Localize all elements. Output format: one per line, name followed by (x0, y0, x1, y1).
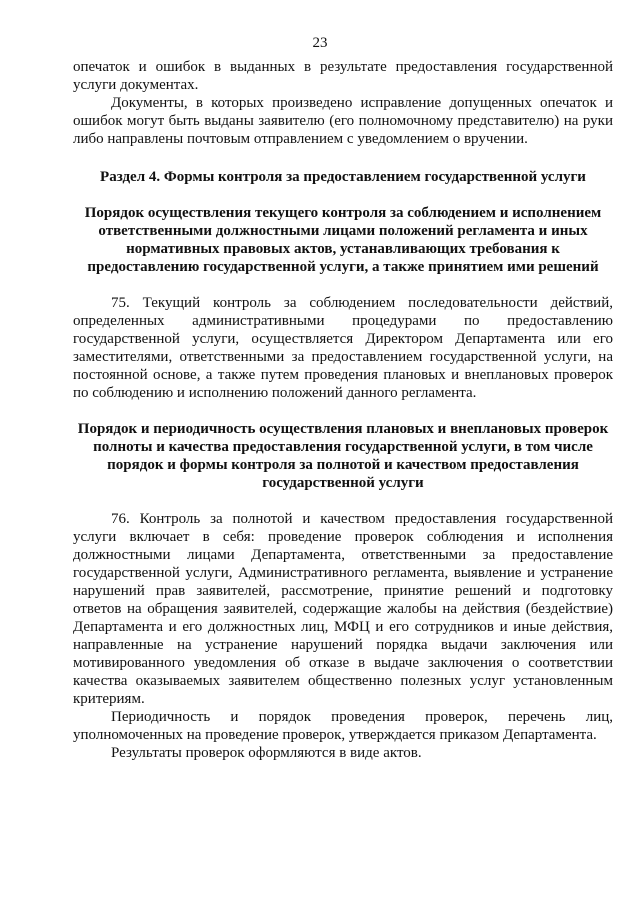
document-body (73, 58, 613, 762)
paragraph-75: 75. Текущий контроль за соблюдением последовательности действий, определенных административными процедурами по предоставлению государственной услуги, осуществляется Директором Департамента или его заместителями, ответственными за предоставлением государственной услуги, на постоянной основе, а также путем проведения плановых и внеплановых проверок по соблюдению и исполнению положений данного регламента. (73, 295, 613, 401)
paragraph-periodicity: Периодичность и порядок проведения проверок, перечень лиц, уполномоченных на проведение проверок, утверждается приказом Департамента. (73, 709, 613, 743)
current-control-heading: Порядок осуществления текущего контроля за соблюдением и исполнением ответственными должностными лицами положений регламента и иных нормативных правовых актов, устанавливающих требования к предоставлению государственной услуги, а также принятием ими решений (84, 205, 602, 275)
page-number: 23 (312, 35, 328, 51)
section-4-heading: Раздел 4. Формы контроля за предоставлением государственной услуги (100, 169, 586, 185)
paragraph-results: Результаты проверок оформляются в виде актов. (111, 745, 422, 761)
intro-paragraph-corrections: Документы, в которых произведено исправление допущенных опечаток и ошибок могут быть выданы заявителю (его полномочному представителю) на руки либо направлены почтовым отправлением с уведомлением о вручении. (73, 95, 613, 147)
paragraph-76: 76. Контроль за полнотой и качеством предоставления государственной услуги включает в себя: проведение проверок соблюдения и исполнения должностными лицами Департамента, ответственными за предоставление государственной услуги, Административного регламента, выявление и устранение нарушений прав заявителей, рассмотрение, принятие решений и подготовку ответов на обращения заявителей, содержащие жалобы на действия (бездействие) Департамента и его должностных лиц, МФЦ и его сотрудников и иные действия, направленные на устранение нарушений порядка выдачи заключения или мотивированного уведомления об отказе в выдаче заключения о соответствии качества оказываемых заявителем общественно полезных услуг установленным критериям. (73, 511, 613, 707)
inspections-heading: Порядок и периодичность осуществления плановых и внеплановых проверок полноты и качества предоставления государственной услуги, в том числе порядок и формы контроля за полнотой и качеством предоставления государственной услуги (77, 421, 609, 491)
intro-paragraph-continuation: опечаток и ошибок в выданных в результате предоставления государственной услуги документах. (73, 59, 613, 93)
